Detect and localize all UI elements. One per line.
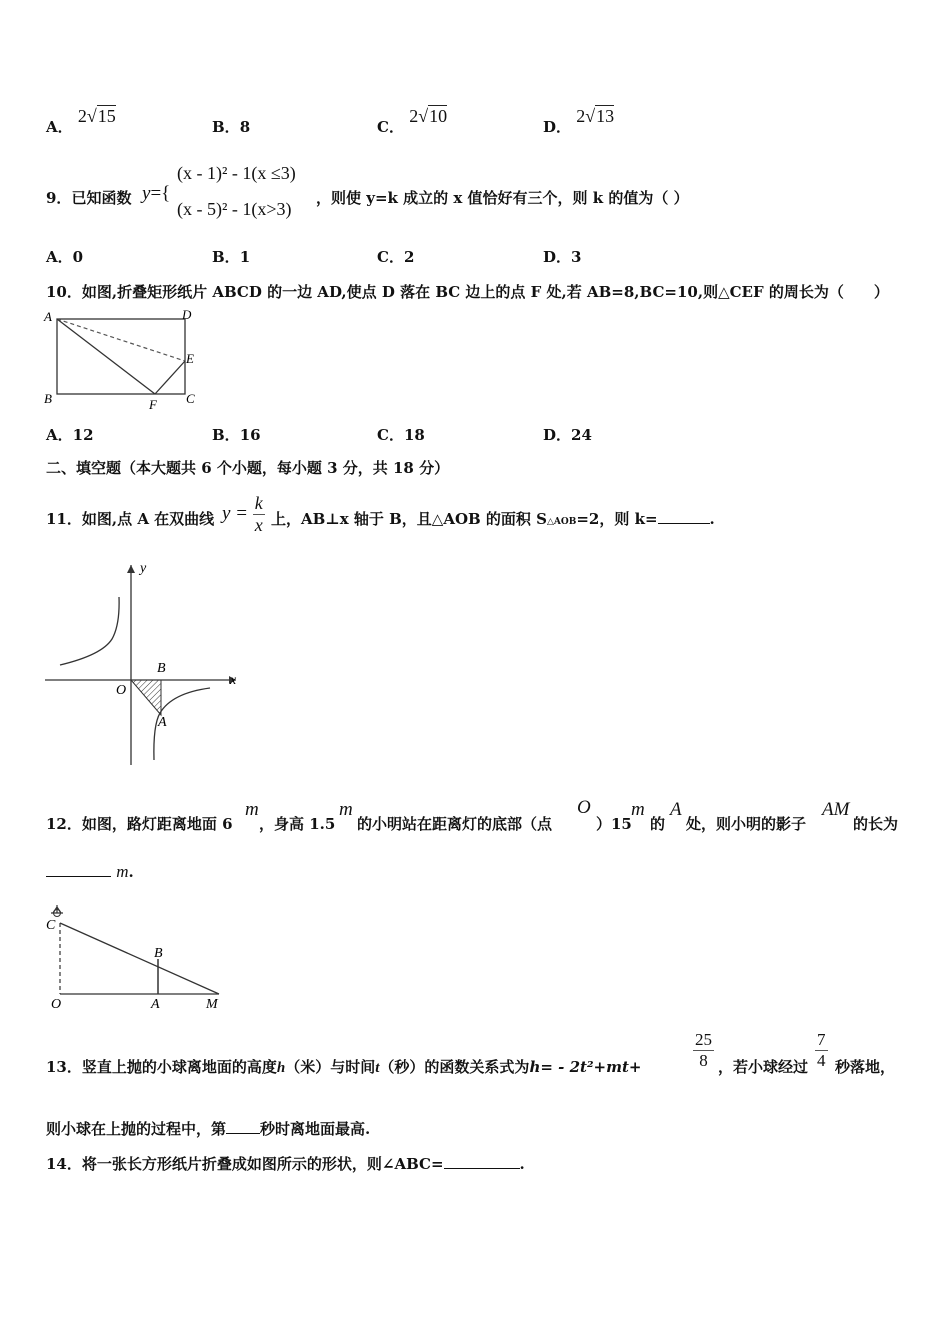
q12-text-5: 的 (650, 815, 666, 833)
q12-text-1: 12．如图，路灯距离地面 6 (46, 815, 233, 833)
q12-point-o: O (577, 797, 591, 818)
q13-text: 13．竖直上抛的小球离地面的高度h（米）与时间t（秒）的函数关系式为h= - 2t²+mt+ (46, 1058, 642, 1076)
q12-text-4: ）15 (596, 815, 632, 833)
fold-line-ae (57, 319, 185, 361)
label-b: B (154, 946, 163, 961)
hyperbola-branch-left (60, 597, 119, 665)
segment-fe (155, 361, 185, 394)
label-a: A (151, 997, 160, 1012)
q9-option-b: B．1 (212, 248, 251, 266)
segment-af (57, 319, 155, 394)
q12-lamp-figure (40, 893, 240, 1015)
q11-answer-blank[interactable] (658, 509, 710, 524)
label-a: A (44, 309, 52, 324)
q8-option-a: A． 2√15 (46, 106, 116, 136)
q14-text: 14．将一张长方形纸片折叠成如图所示的形状，则∠ABC= . (46, 1155, 525, 1173)
q12-text-7: 的长为 (853, 815, 899, 833)
label-y: y (140, 561, 147, 576)
q10-option-c: C．18 (377, 426, 425, 444)
q9-option-c: C．2 (377, 248, 415, 266)
label-a: A (158, 715, 167, 730)
label-d: D (182, 307, 192, 322)
q13-fraction-7-4: $\frac{7}{4}$ (817, 1030, 826, 1070)
label-e: E (186, 351, 194, 366)
label-c: C (186, 391, 195, 406)
q12-segment-am: AM (822, 799, 850, 820)
q10-option-a: A．12 (46, 426, 94, 444)
q9-case-2: (x - 5)² - 1(x>3) (177, 199, 292, 219)
label-f: F (149, 397, 157, 412)
q9-option-a: A．0 (46, 248, 84, 266)
q8-option-d: D． 2√13 (543, 106, 615, 136)
q11-question-text: 上，AB⊥x 轴于 B，且△AOB 的面积 S△AOB=2，则 k= . (271, 510, 715, 528)
q8-option-b: B．8 (212, 118, 251, 136)
q11-prefix: 11．如图,点 A 在双曲线 (46, 510, 215, 528)
q10-rectangle-figure (40, 305, 210, 413)
section-heading-fill-in: 二、填空题（本大题共 6 个小题，每小题 3 分，共 18 分） (46, 459, 450, 477)
q12-text-3: 的小明站在距离灯的底部（点 (357, 815, 553, 833)
q11-formula: y = $\frac{k}{x}$ (222, 493, 263, 535)
q14-answer-blank[interactable] (444, 1154, 520, 1169)
q9-question-text: ，则使 y=k 成立的 x 值恰好有三个，则 k 的值为（ ） (316, 189, 689, 207)
q9-option-d: D．3 (543, 248, 582, 266)
label-x: x (230, 673, 237, 688)
q13-text-3: 秒落地， (835, 1058, 896, 1076)
label-c: C (46, 918, 56, 933)
q13-line-2: 则小球在上抛的过程中，第 秒时离地面最高. (46, 1120, 371, 1138)
q10-question-text: 10．如图,折叠矩形纸片 ABCD 的一边 AD,使点 D 落在 BC 边上的点 F 处,若 AB=8,BC=10,则△CEF 的周长为（ ） (46, 283, 889, 301)
q12-unit-3: m (631, 799, 645, 820)
q12-unit-2: m (339, 799, 353, 820)
label-o: O (116, 683, 127, 698)
q12-answer-blank[interactable] (46, 862, 111, 877)
q9-prefix: 9．已知函数 (46, 189, 132, 207)
q10-option-b: B．16 (212, 426, 261, 444)
q11-hyperbola-figure (40, 555, 250, 770)
q9-function-lhs: y={ (142, 183, 171, 204)
q12-text-6: 处，则小明的影子 (686, 815, 807, 833)
label-b: B (44, 391, 52, 406)
q9-case-1: (x - 1)² - 1(x ≤3) (177, 163, 296, 183)
label-m: M (206, 997, 218, 1012)
label-b: B (157, 661, 166, 676)
q13-fraction-25-8: $\frac{25}{8}$ (695, 1030, 712, 1070)
q13-text-2: ，若小球经过 (718, 1058, 809, 1076)
y-axis-arrow (127, 565, 135, 573)
q8-option-c: C． 2√10 (377, 106, 448, 136)
light-ray (60, 923, 219, 994)
label-o: O (51, 997, 62, 1012)
q10-option-d: D．24 (543, 426, 592, 444)
q12-point-a: A (670, 799, 682, 820)
q13-answer-blank[interactable] (226, 1119, 260, 1134)
triangle-aob-shaded (131, 680, 161, 715)
q12-answer-line: m. (46, 862, 134, 882)
q12-text-2: ，身高 1.5 (259, 815, 336, 833)
q12-unit-1: m (245, 799, 259, 820)
